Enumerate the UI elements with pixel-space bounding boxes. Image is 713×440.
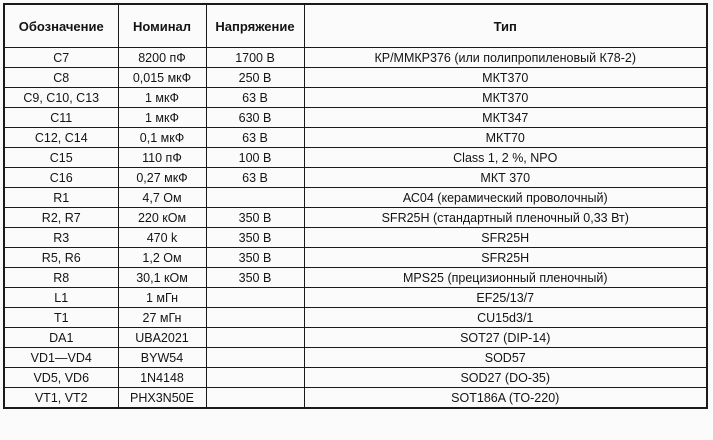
cell-type: Class 1, 2 %, NPO: [304, 148, 707, 168]
cell-voltage: [206, 188, 304, 208]
cell-voltage: 100 В: [206, 148, 304, 168]
header-voltage: Напряжение: [206, 4, 304, 48]
table-row: [4, 348, 707, 368]
cell-nominal: 1N4148: [118, 368, 206, 388]
cell-nominal: 8200 пФ: [118, 48, 206, 68]
table-row: [4, 308, 707, 328]
cell-nominal: 1 мГн: [118, 288, 206, 308]
cell-designation: R8: [4, 268, 118, 288]
cell-type: МКТ347: [304, 108, 707, 128]
table-row: [4, 148, 707, 168]
table-row: [4, 388, 707, 409]
cell-nominal: 0,015 мкФ: [118, 68, 206, 88]
cell-nominal: 220 кОм: [118, 208, 206, 228]
cell-voltage: [206, 288, 304, 308]
cell-designation: C9, C10, C13: [4, 88, 118, 108]
cell-nominal: 27 мГн: [118, 308, 206, 328]
cell-nominal: 4,7 Ом: [118, 188, 206, 208]
cell-voltage: 63 В: [206, 88, 304, 108]
cell-nominal: BYW54: [118, 348, 206, 368]
cell-nominal: 1 мкФ: [118, 88, 206, 108]
cell-designation: C12, C14: [4, 128, 118, 148]
cell-type: CU15d3/1: [304, 308, 707, 328]
cell-nominal: 0,1 мкФ: [118, 128, 206, 148]
cell-designation: T1: [4, 308, 118, 328]
cell-nominal: UBA2021: [118, 328, 206, 348]
cell-voltage: [206, 348, 304, 368]
cell-voltage: [206, 368, 304, 388]
components-table: [3, 3, 708, 409]
cell-nominal: 30,1 кОм: [118, 268, 206, 288]
cell-type: МКТ70: [304, 128, 707, 148]
table-row: [4, 288, 707, 308]
cell-voltage: 250 В: [206, 68, 304, 88]
cell-voltage: [206, 308, 304, 328]
table-row: [4, 88, 707, 108]
cell-designation: C11: [4, 108, 118, 128]
table-body: [4, 48, 707, 409]
cell-designation: C16: [4, 168, 118, 188]
table-row: [4, 48, 707, 68]
table-row: [4, 188, 707, 208]
cell-nominal: 0,27 мкФ: [118, 168, 206, 188]
cell-voltage: 630 В: [206, 108, 304, 128]
cell-type: КР/ММКР376 (или полипропиленовый К78-2): [304, 48, 707, 68]
table-row: [4, 368, 707, 388]
cell-voltage: 63 В: [206, 168, 304, 188]
cell-voltage: [206, 328, 304, 348]
cell-nominal: PHX3N50E: [118, 388, 206, 409]
cell-nominal: 470 k: [118, 228, 206, 248]
cell-nominal: 1 мкФ: [118, 108, 206, 128]
cell-type: SFR25H: [304, 228, 707, 248]
cell-designation: R1: [4, 188, 118, 208]
cell-type: SFR25H (стандартный пленочный 0,33 Вт): [304, 208, 707, 228]
cell-designation: VD1—VD4: [4, 348, 118, 368]
header-row: [4, 4, 707, 48]
cell-type: SOT186A (TO-220): [304, 388, 707, 409]
cell-type: АС04 (керамический проволочный): [304, 188, 707, 208]
table-row: [4, 108, 707, 128]
cell-designation: VD5, VD6: [4, 368, 118, 388]
cell-type: SFR25H: [304, 248, 707, 268]
cell-voltage: 350 В: [206, 268, 304, 288]
cell-type: МКТ 370: [304, 168, 707, 188]
cell-type: MPS25 (прецизионный пленочный): [304, 268, 707, 288]
cell-type: SOD27 (DO-35): [304, 368, 707, 388]
cell-type: EF25/13/7: [304, 288, 707, 308]
cell-type: SOT27 (DIP-14): [304, 328, 707, 348]
table-row: [4, 228, 707, 248]
cell-designation: R5, R6: [4, 248, 118, 268]
cell-designation: C15: [4, 148, 118, 168]
cell-designation: VT1, VT2: [4, 388, 118, 409]
cell-voltage: [206, 388, 304, 409]
cell-designation: L1: [4, 288, 118, 308]
header-designation: Обозначение: [4, 4, 118, 48]
cell-type: МКТ370: [304, 68, 707, 88]
cell-voltage: 350 В: [206, 208, 304, 228]
table-row: [4, 208, 707, 228]
cell-voltage: 1700 В: [206, 48, 304, 68]
table-row: [4, 68, 707, 88]
cell-designation: R2, R7: [4, 208, 118, 228]
table-row: [4, 128, 707, 148]
cell-designation: C8: [4, 68, 118, 88]
table-row: [4, 328, 707, 348]
cell-nominal: 110 пФ: [118, 148, 206, 168]
header-type: Тип: [304, 4, 707, 48]
cell-type: SOD57: [304, 348, 707, 368]
cell-voltage: 63 В: [206, 128, 304, 148]
cell-nominal: 1,2 Ом: [118, 248, 206, 268]
cell-designation: C7: [4, 48, 118, 68]
cell-type: МКТ370: [304, 88, 707, 108]
cell-designation: R3: [4, 228, 118, 248]
table-row: [4, 168, 707, 188]
table-row: [4, 268, 707, 288]
table-row: [4, 248, 707, 268]
cell-designation: DA1: [4, 328, 118, 348]
cell-voltage: 350 В: [206, 248, 304, 268]
cell-voltage: 350 В: [206, 228, 304, 248]
header-nominal: Номинал: [118, 4, 206, 48]
